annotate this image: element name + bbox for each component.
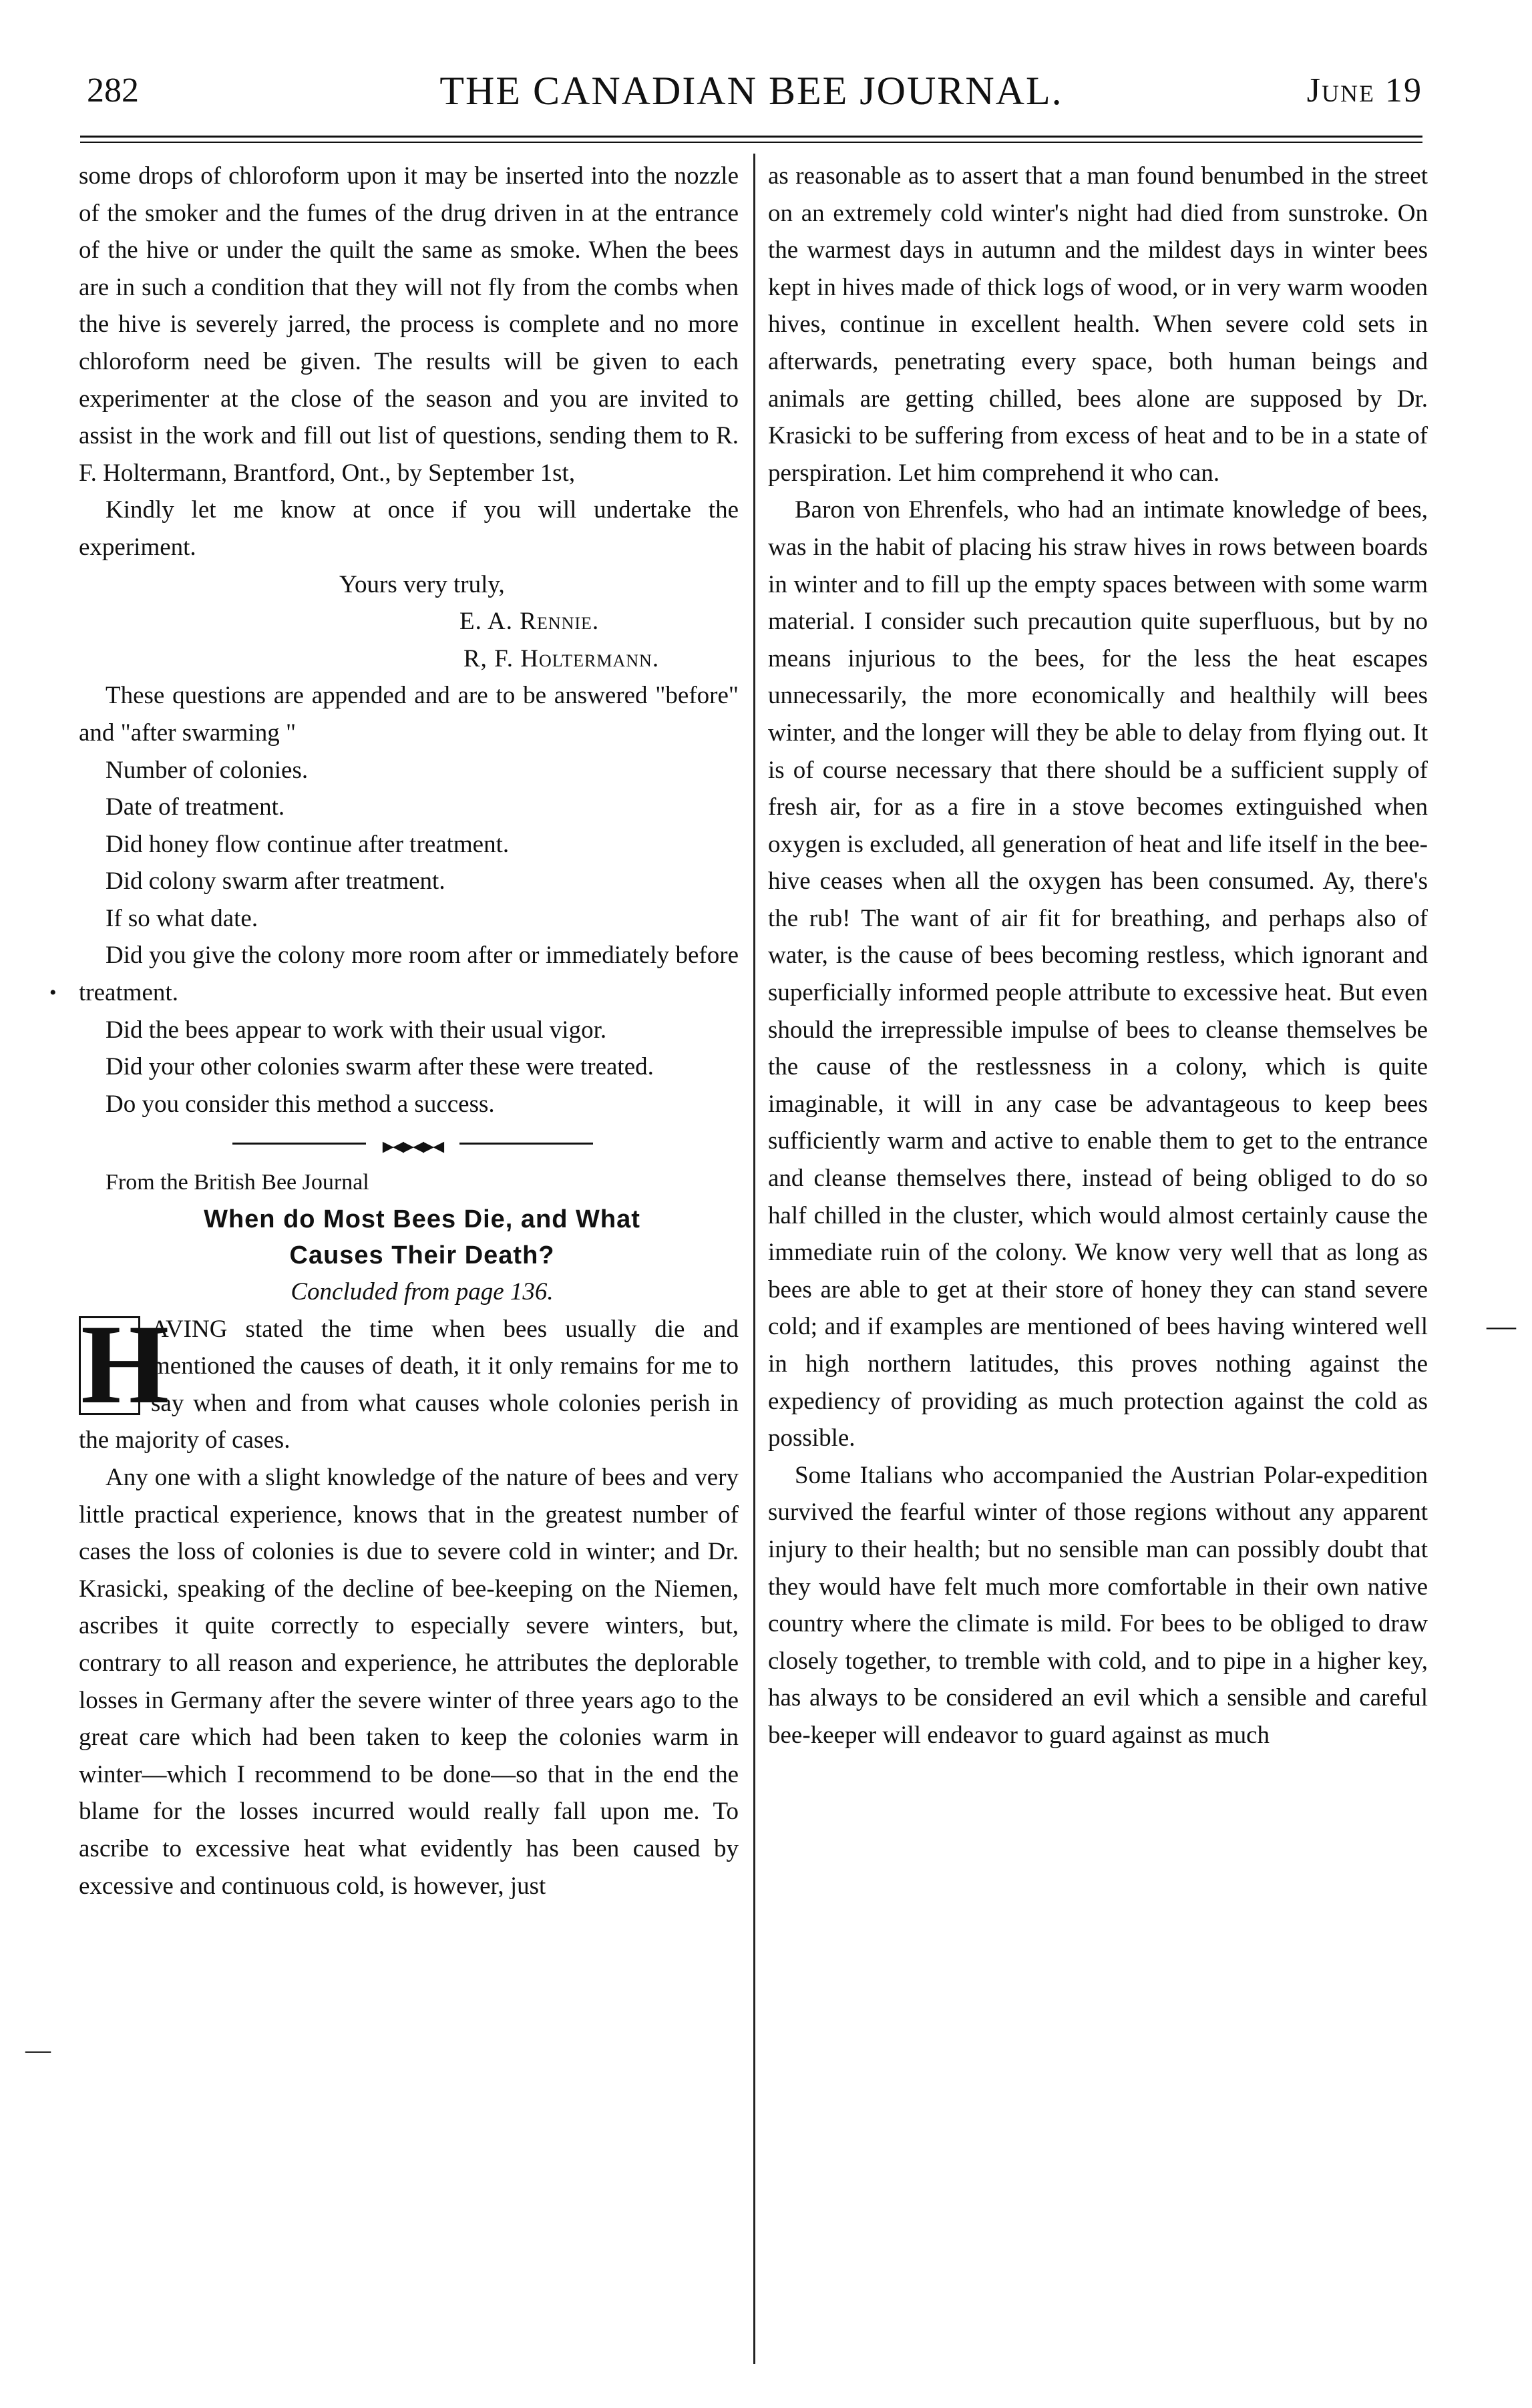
concluded-note: Concluded from page 136. [291,1278,554,1306]
article-title-line-1: When do Most Bees Die, and What [204,1205,640,1234]
left-paragraph-1: some drops of chloroform upon it may be inserted into the nozzle of the smoker and the fumes of the drug driven in at the entrance of the hive or under the quilt the same as smoke. When the bees are in such a condition that they will not fly from the combs when the hive is severely jarred, the process is complete and no more chloroform need be given. The results will be given to each experimenter at the close of the season and you are invited to assist in the work and fill out list of questions, sending them to R. F. Holtermann, Brantford, Ont., by September 1st, [79,162,739,487]
right-paragraph-3: Some Italians who accompanied the Austrian Polar-expedition survived the fearful winter of those regions without any apparent injury to their health; but no sensible man can possibly doubt that they would have felt much more comfortable in their own native country where the climate is mild. For bees to be obliged to draw closely together, to tremble with cold, and to pipe in a higher key, has always to be considered an evil which a sensible and careful bee-keeper will endeavor to guard against as much [768,1461,1428,1749]
journal-title: THE CANADIAN BEE JOURNAL. [439,69,1063,113]
question-item: Did honey flow continue after treatment. [106,830,510,858]
left-paragraph-4-text: AVING stated the time when bees usually die and mentioned the causes of death, it it only remains for me to say when and from what causes whole colonies perish in the majority of cases. [79,1315,739,1454]
left-column [79,158,739,1904]
issue-date: June 19 [1306,71,1422,110]
ornament-mark: ▸◂▸◂▸◂ [366,1128,459,1165]
header-rule-thin [80,142,1422,143]
letter-closing: Yours very truly, [339,570,505,598]
right-paragraph-1: as reasonable as to assert that a man found benumbed in the street on an extremely cold winter's night had died from sunstroke. On the warmest days in autumn and the mildest days in winter bees kept in hives made of thick logs of wood, or in very warm wooden hives, continue in excellent health. When severe cold sets in afterwards, penetrating every space, both human beings and animals are getting chilled, bees alone are supposed by Dr. Krasicki to be suffering from excess of heat and to be in a state of perspiration. Let him comprehend it who can. [768,162,1428,487]
question-item: Number of colonies. [106,756,309,784]
left-paragraph-4 [79,1301,739,1459]
drop-cap [79,1301,170,1427]
margin-mark: • [49,982,57,1004]
signer-rennie: E. A. Rennie. [459,608,600,636]
page-number: 282 [87,71,139,110]
margin-mark: — [25,2036,51,2064]
question-item: Did your other colonies swarm after these were treated. [106,1053,654,1081]
left-paragraph-2: Kindly let me know at once if you will undertake the experiment. [79,496,739,561]
article-source: From the British Bee Journal [106,1170,369,1195]
header-rule [80,136,1422,138]
article-title-line-2: Causes Their Death? [289,1241,555,1270]
signer-holtermann: R, F. Holtermann. [463,644,660,672]
question-item: Did the bees appear to work with their usual vigor. [106,1016,607,1044]
question-item: Did colony swarm after treatment. [106,867,445,895]
left-paragraph-5: Any one with a slight knowledge of the nature of bees and very little practical experience, knows that in the greatest number of cases the loss of colonies is due to severe cold in winter; and Dr. Krasicki, speaking of the decline of bee-keeping on the Niemen, ascribes it quite correctly to especially severe winters, but, contrary to all reason and experience, he attributes the deplorable losses in Germany after the severe winter of three years ago to the great care which had been taken to keep the colonies warm in winter—which I recommend to be done—so that in the end the blame for the losses incurred would really fall upon me. To ascribe to excessive heat what evidently has been caused by excessive and continuous cold, is however, just [79,1464,739,1900]
right-paragraph-2: Baron von Ehrenfels, who had an intimate knowledge of bees, was in the habit of placing his straw hives in rows between boards in winter and to fill up the empty spaces between with some warm material. I consider such precaution quite superfluous, but by no means injurious to the bees, for the less the heat escapes unnecessarily, the more economically and healthily will bees winter, and the longer will they be able to delay from flying out. It is of course necessary that there should be a sufficient supply of fresh air, for as a fire in a stove becomes extinguished when oxygen is excluded, all generation of heat and life itself in the bee-hive ceases when all the oxygen has been consumed. Ay, there's the rub! The want of air fit for breathing, and perhaps also of water, is the cause of bees becoming restless, which ignorant and superficially informed people attribute to excessive heat. But even should the irrepressible impulse of bees to cleanse themselves be the cause of the restlessness in a colony, which is quite imaginable, it will in any case be advantageous to keep bees sufficiently warm and active to enable them to get to the entrance and cleanse themselves there, instead of being obliged to do so half chilled in the cluster, which would almost certainly cause the immediate ruin of the colony. We know very well that as long as bees are able to get at their store of honey they can stand severe cold; and if examples are mentioned of bees having wintered well in high northern latitudes, this proves nothing against the expediency of providing as much protection against the cold as possible. [768,496,1428,1452]
section-ornament [79,1123,739,1164]
margin-mark: — [1487,1310,1516,1342]
page-header [80,59,1422,126]
question-item: Date of treatment. [106,793,285,821]
question-item: If so what date. [106,904,258,932]
left-paragraph-3: These questions are appended and are to be answered "before" and "after swarming " [79,682,739,747]
column-divider [753,154,755,2364]
right-column [768,158,1428,1754]
question-item: Did you give the colony more room after or immediately before treatment. [79,942,739,1007]
question-item: Do you consider this method a success. [106,1090,495,1118]
drop-cap-letter: H [81,1301,170,1427]
